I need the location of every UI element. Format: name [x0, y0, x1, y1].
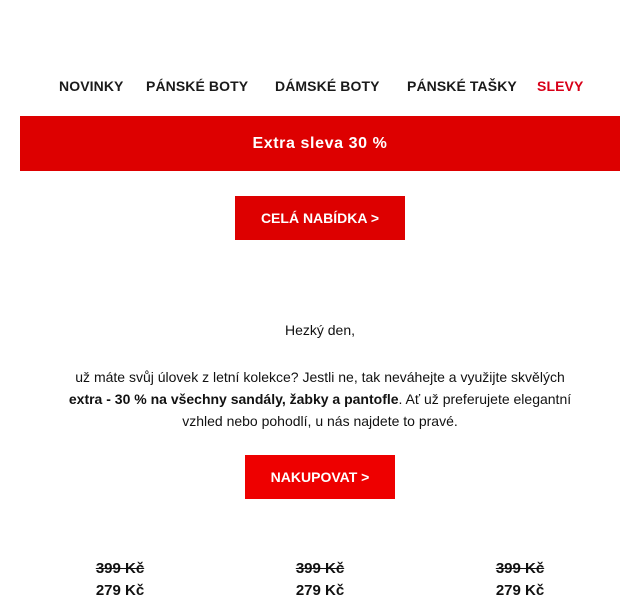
message-line-2: . Ať už preferujete elegantní vzhled nebo pohodlí, u nás najdete to pravé. — [182, 391, 572, 429]
nav-item-panske-tasky[interactable]: PÁNSKÉ TAŠKY — [407, 78, 517, 94]
product-price-3[interactable] — [460, 560, 580, 600]
nav-item-slevy[interactable]: SLEVY — [537, 78, 584, 94]
old-price: 399 Kč — [495, 560, 545, 577]
old-price: 399 Kč — [295, 560, 345, 577]
new-price: 279 Kč — [295, 582, 345, 599]
greeting-text: Hezký den, — [284, 322, 356, 338]
nav-item-damske-boty[interactable]: DÁMSKÉ BOTY — [275, 78, 380, 94]
old-price: 399 Kč — [95, 560, 145, 577]
message-line-1: už máte svůj úlovek z letní kolekce? Jestli ne, tak neváhejte a využijte skvělých — [75, 369, 565, 385]
product-price-1[interactable] — [60, 560, 180, 600]
new-price: 279 Kč — [495, 582, 545, 599]
promo-banner[interactable] — [20, 116, 620, 171]
new-price: 279 Kč — [95, 582, 145, 599]
message-body — [60, 366, 580, 432]
promo-banner-text: Extra sleva 30 % — [252, 134, 388, 152]
nav-item-panske-boty[interactable]: PÁNSKÉ BOTY — [146, 78, 249, 94]
full-offer-button[interactable]: CELÁ NABÍDKA > — [235, 196, 405, 240]
product-price-2[interactable] — [260, 560, 380, 600]
nav-item-novinky[interactable]: NOVINKY — [59, 78, 124, 94]
shop-button[interactable]: NAKUPOVAT > — [245, 455, 395, 499]
message-highlight: extra - 30 % na všechny sandály, žabky a pantofle — [68, 391, 399, 407]
main-nav — [0, 78, 640, 96]
